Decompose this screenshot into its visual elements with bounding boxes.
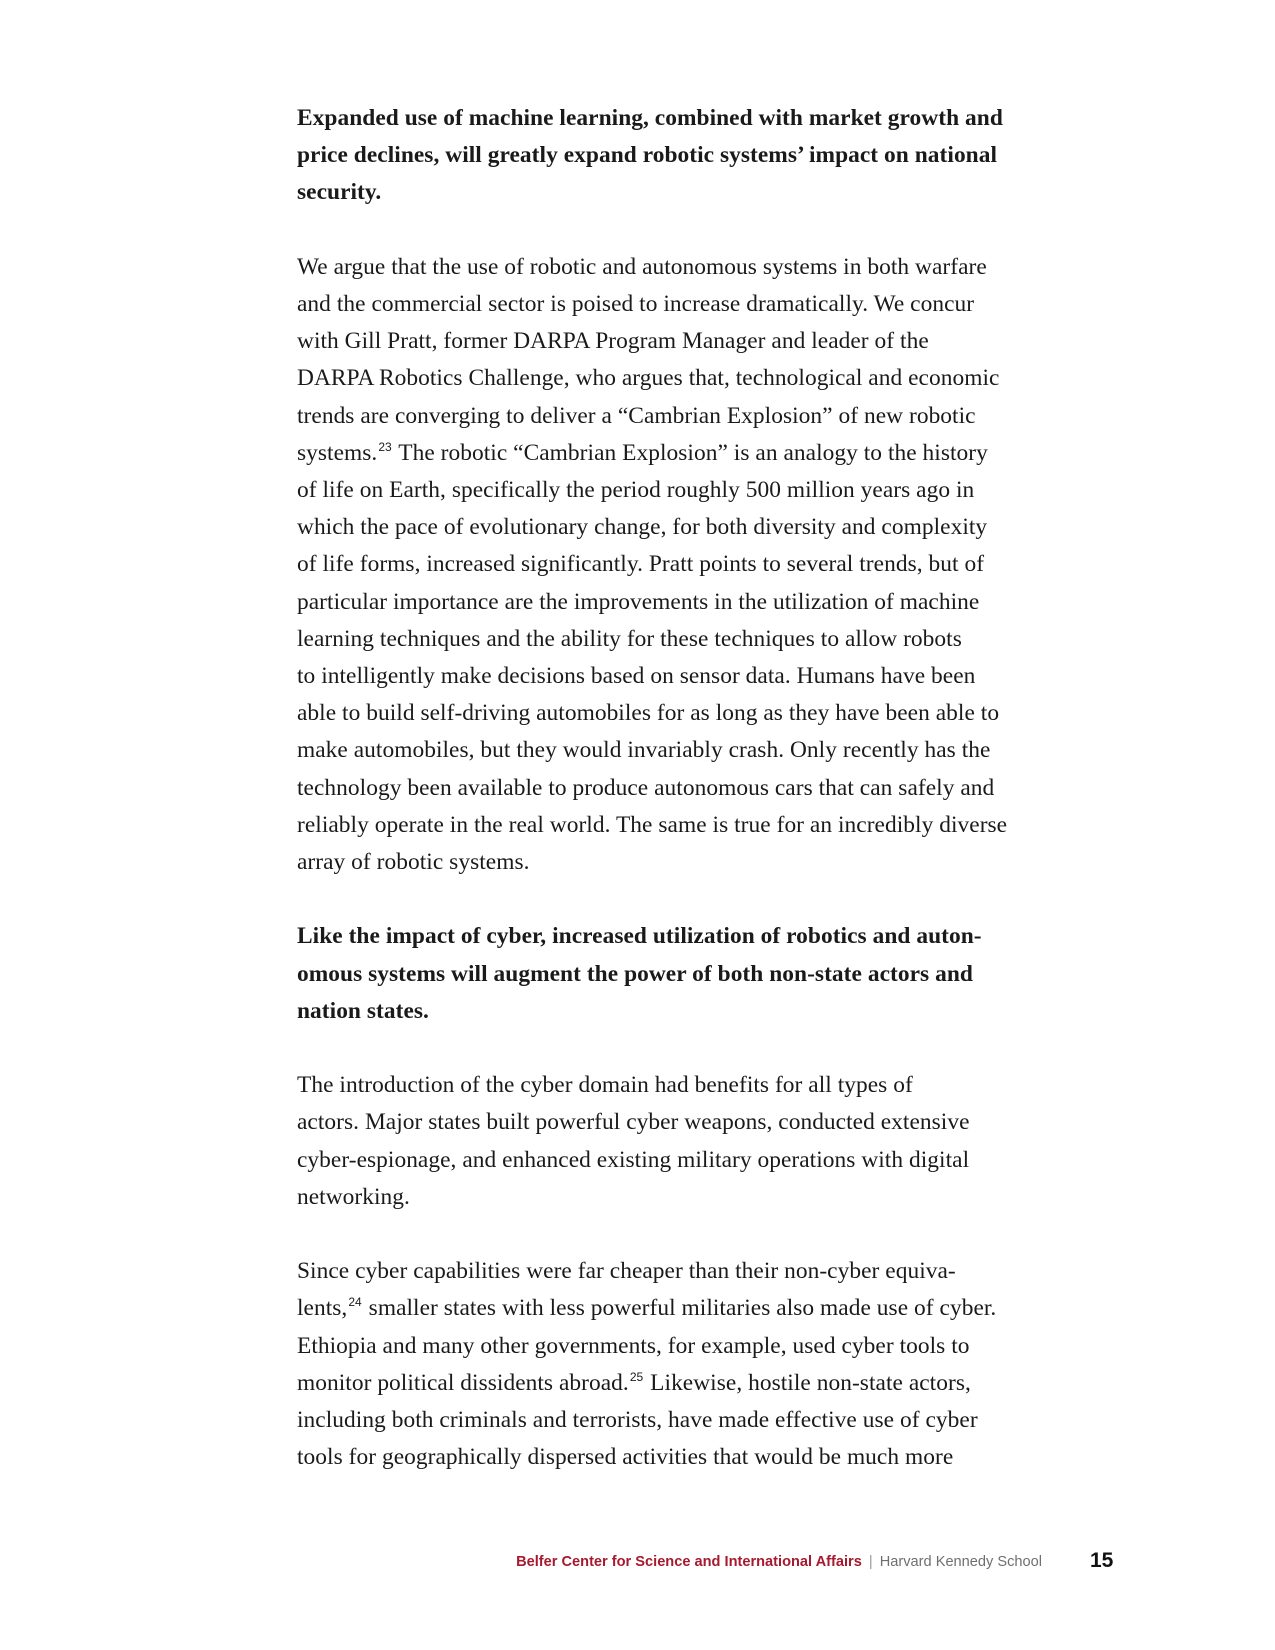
text-line: actors. Major states built powerful cyber weapons, conducted extensive <box>297 1109 970 1136</box>
text-line: omous systems will augment the power of both non-state actors and <box>297 960 973 987</box>
paragraph-cyber-capabilities <box>297 1253 1047 1476</box>
footnote-ref-24[interactable]: 24 <box>348 1295 362 1310</box>
footer-organization: Belfer Center for Science and International Affairs <box>516 1554 862 1570</box>
text-line: array of robotic systems. <box>297 849 530 876</box>
text-line <box>297 1290 1047 1327</box>
text-line: We argue that the use of robotic and autonomous systems in both warfare <box>297 253 987 280</box>
text-segment: systems. <box>297 439 378 466</box>
footer-school: Harvard Kennedy School <box>879 1554 1042 1570</box>
page-number: 15 <box>1090 1549 1114 1572</box>
text-line: reliably operate in the real world. The same is true for an incredibly diverse <box>297 811 1008 838</box>
text-line: particular importance are the improvements in the utilization of machine <box>297 588 980 615</box>
text-line: including both criminals and terrorists, have made effective use of cyber <box>297 1407 978 1434</box>
text-line: able to build self-driving automobiles for as long as they have been able to <box>297 700 1000 727</box>
text-line: of life on Earth, specifically the period roughly 500 million years ago in <box>297 477 975 504</box>
text-line: make automobiles, but they would invariably crash. Only recently has the <box>297 737 991 764</box>
text-line: to intelligently make decisions based on sensor data. Humans have been <box>297 663 976 690</box>
footer-separator: | <box>868 1554 873 1570</box>
body-text <box>297 100 1047 1514</box>
text-line: trends are converging to deliver a “Cambrian Explosion” of new robotic <box>297 402 976 429</box>
footer-credit <box>516 1554 1042 1570</box>
text-line: The introduction of the cyber domain had benefits for all types of <box>297 1072 913 1099</box>
text-line: of life forms, increased significantly. Pratt points to several trends, but of <box>297 551 985 578</box>
text-line <box>297 435 1047 472</box>
text-line: Like the impact of cyber, increased utilization of robotics and auton- <box>297 923 982 950</box>
text-line: technology been available to produce autonomous cars that can safely and <box>297 774 995 801</box>
text-line: and the commercial sector is poised to increase dramatically. We concur <box>297 291 975 317</box>
text-segment: lents, <box>297 1295 348 1322</box>
paragraph-cyber-domain <box>297 1067 1047 1216</box>
section-lead-machine-learning <box>297 100 1047 212</box>
page-footer <box>0 1547 1275 1577</box>
text-line: price declines, will greatly expand robotic systems’ impact on national <box>297 142 998 169</box>
text-line: tools for geographically dispersed activities that would be much more <box>297 1444 954 1471</box>
text-line: Ethiopia and many other governments, for example, used cyber tools to <box>297 1332 970 1359</box>
text-line: nation states. <box>297 997 429 1024</box>
footnote-ref-23[interactable]: 23 <box>378 439 392 454</box>
text-line: cyber-espionage, and enhanced existing military operations with digital <box>297 1146 970 1173</box>
footnote-ref-25[interactable]: 25 <box>629 1369 644 1384</box>
text-line: which the pace of evolutionary change, for both diversity and complexity <box>297 514 988 541</box>
text-segment: The robotic “Cambrian Explosion” is an analogy to the history <box>392 439 988 466</box>
text-line: learning techniques and the ability for these techniques to allow robots <box>297 625 962 652</box>
text-line: Since cyber capabilities were far cheaper than their non-cyber equiva- <box>297 1258 956 1285</box>
section-lead-cyber-impact <box>297 918 1047 1030</box>
text-segment: Likewise, hostile non-state actors, <box>644 1369 971 1396</box>
text-segment: smaller states with less powerful militaries also made use of cyber. <box>362 1295 997 1322</box>
text-line: security. <box>297 179 382 206</box>
text-line: networking. <box>297 1183 410 1210</box>
paragraph-cambrian-explosion <box>297 249 1047 881</box>
text-line: with Gill Pratt, former DARPA Program Manager and leader of the <box>297 328 929 355</box>
text-line <box>297 1365 1047 1402</box>
text-line: Expanded use of machine learning, combined with market growth and <box>297 105 1003 131</box>
text-segment: monitor political dissidents abroad. <box>297 1369 629 1396</box>
text-line: DARPA Robotics Challenge, who argues that, technological and economic <box>297 365 1000 392</box>
